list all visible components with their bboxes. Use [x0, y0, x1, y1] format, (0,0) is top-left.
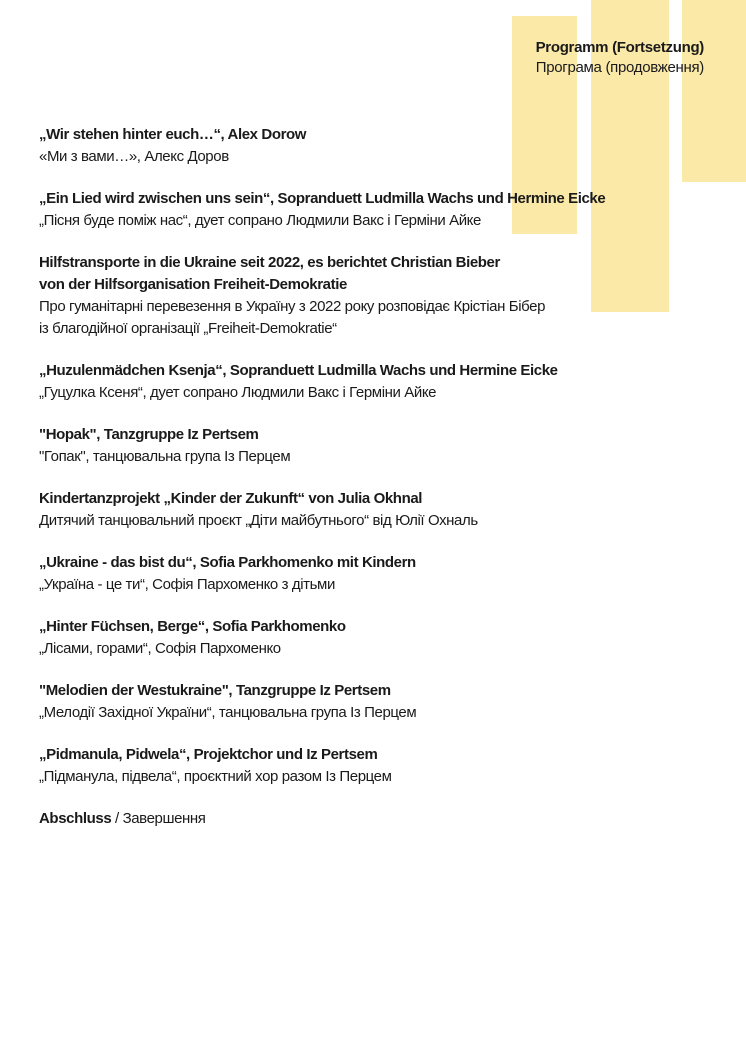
item-title-de-line2: von der Hilfsorganisation Freiheit-Demokratie	[39, 276, 347, 293]
program-item	[39, 360, 719, 404]
item-title-de: „Hinter Füchsen, Berge“, Sofia Parkhomenko	[39, 618, 346, 635]
item-title-uk: „Підманула, підвела“, проєктний хор разом Із Перцем	[39, 768, 392, 785]
item-title-de: "Hopak", Tanzgruppe Iz Pertsem	[39, 426, 259, 443]
item-title-de: Kindertanzprojekt „Kinder der Zukunft“ von Julia Okhnal	[39, 490, 423, 507]
item-title-de: Hilfstransporte in die Ukraine seit 2022, es berichtet Christian Bieber	[39, 254, 500, 271]
item-title-uk: „Лісами, горами“, Софія Пархоменко	[39, 640, 281, 657]
item-title-uk: "Гопак", танцювальна група Із Перцем	[39, 448, 291, 465]
program-item	[39, 188, 719, 232]
item-title-de: „Wir stehen hinter euch…“, Alex Dorow	[39, 126, 307, 143]
item-title-uk: „Мелодії Західної України“, танцювальна група Із Перцем	[39, 704, 417, 721]
program-item	[39, 616, 719, 660]
program-item	[39, 680, 719, 724]
closing-separator: /	[111, 810, 123, 827]
closing-uk: Завершення	[122, 810, 206, 827]
header-title-uk: Програма (продовження)	[535, 59, 704, 76]
item-title-uk: Дитячий танцювальний проєкт „Діти майбутнього“ від Юлії Охналь	[39, 512, 478, 529]
item-title-de: „Ein Lied wird zwischen uns sein“, Sopranduett Ludmilla Wachs und Hermine Eicke	[39, 190, 606, 207]
item-title-uk: „Пісня буде поміж нас“, дует сопрано Людмили Вакс і Герміни Айке	[39, 212, 481, 229]
program-list	[39, 124, 719, 830]
item-title-uk: Про гуманітарні перевезення в Україну з 2022 року розповідає Крістіан Бібер	[39, 298, 546, 315]
program-item	[39, 124, 719, 168]
item-title-uk: „Гуцулка Ксеня“, дует сопрано Людмили Вакс і Герміни Айке	[39, 384, 437, 401]
program-item	[39, 552, 719, 596]
header-title-de: Programm (Fortsetzung)	[535, 39, 704, 56]
closing-line	[39, 808, 719, 830]
page-header	[536, 38, 704, 78]
program-item	[39, 488, 719, 532]
item-title-de: „Ukraine - das bist du“, Sofia Parkhomenko mit Kindern	[39, 554, 416, 571]
item-title-de: „Pidmanula, Pidwela“, Projektchor und Iz Pertsem	[39, 746, 378, 763]
item-title-de: "Melodien der Westukraine", Tanzgruppe Iz Pertsem	[39, 682, 391, 699]
program-item	[39, 744, 719, 788]
closing-de: Abschluss	[39, 810, 112, 827]
program-item	[39, 424, 719, 468]
item-title-uk: „Україна - це ти“, Софія Пархоменко з дітьми	[39, 576, 335, 593]
item-title-uk: «Ми з вами…», Алекс Доров	[39, 148, 229, 165]
item-title-de: „Huzulenmädchen Ksenja“, Sopranduett Ludmilla Wachs und Hermine Eicke	[39, 362, 558, 379]
item-title-uk-line2: із благодійної організації „Freiheit-Demokratie“	[39, 320, 337, 337]
program-item	[39, 252, 719, 340]
